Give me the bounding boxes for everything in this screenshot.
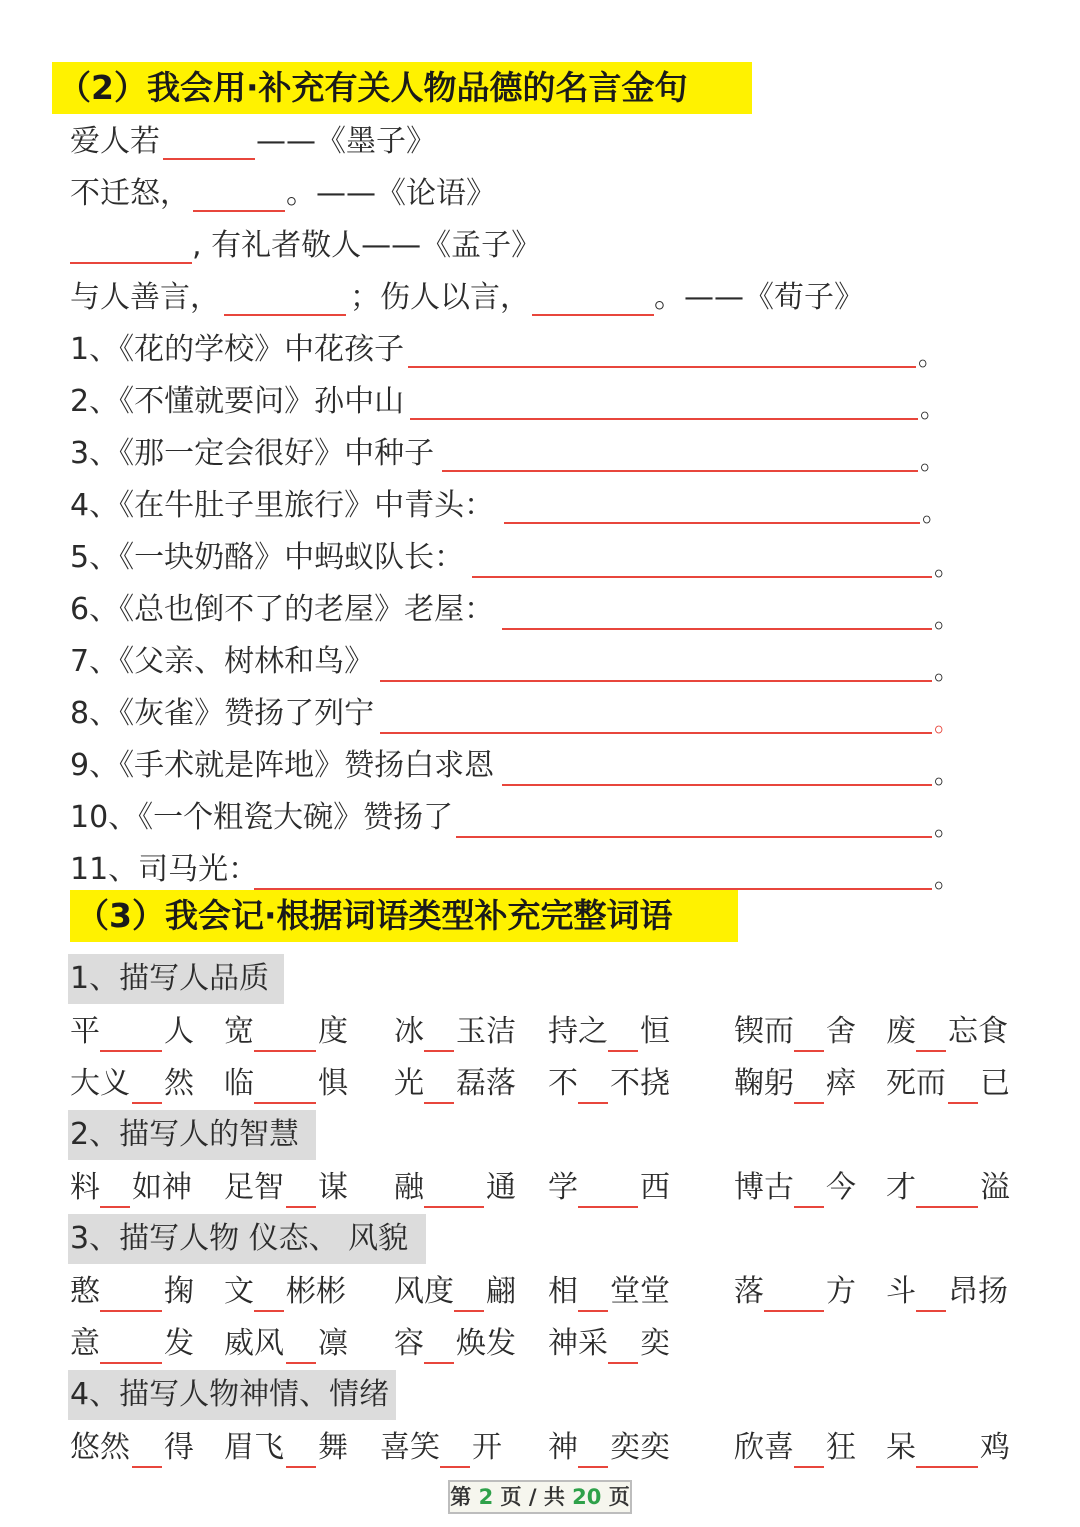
answer-blank[interactable] [70, 262, 192, 264]
idiom-part: 意 [70, 1326, 100, 1361]
answer-line[interactable] [456, 836, 932, 838]
idiom-part: 冰 [394, 1014, 424, 1049]
answer-line[interactable] [504, 522, 920, 524]
period: 。 [922, 498, 949, 528]
idiom-part: 风度 [394, 1274, 454, 1309]
idiom-part: 博古 [734, 1170, 794, 1205]
answer-blank[interactable] [578, 1102, 608, 1104]
period: 。 [934, 656, 961, 686]
answer-blank[interactable] [424, 1050, 454, 1052]
answer-blank[interactable] [578, 1206, 638, 1208]
category-label: 2、描写人的智慧 [68, 1110, 316, 1160]
quote-line-4: 与人善言， [70, 280, 220, 315]
idiom-part: 惧 [318, 1066, 348, 1101]
quote-line-1 [70, 122, 160, 162]
quote-line-2: 不迁怒， [70, 176, 190, 211]
answer-blank[interactable] [224, 314, 346, 316]
item-3: 3、《那一定会很好》中种子 [70, 436, 435, 471]
answer-blank[interactable] [794, 1206, 824, 1208]
idiom-part: 神采 [548, 1326, 608, 1361]
idiom-part: 翩 [486, 1274, 516, 1309]
idiom-part: 融 [394, 1170, 424, 1205]
total-pages: 20 [572, 1485, 602, 1509]
section-3-heading: （3）我会记·根据词语类型补充完整词语 [70, 890, 738, 942]
idiom-part: 神 [548, 1430, 578, 1465]
period: 。 [934, 708, 961, 738]
period: 。 [934, 604, 961, 634]
answer-line[interactable] [472, 576, 932, 578]
answer-blank[interactable] [163, 158, 255, 160]
answer-blank[interactable] [193, 210, 285, 212]
item-9: 9、《手术就是阵地》赞扬白求恩 [70, 748, 495, 783]
idiom-part: 眉飞 [224, 1430, 284, 1465]
idiom-part: 开 [472, 1430, 502, 1465]
idiom-part: 玉洁 [456, 1014, 516, 1049]
idiom-part: 焕发 [456, 1326, 516, 1361]
idiom-part: 西 [640, 1170, 670, 1205]
answer-blank[interactable] [286, 1466, 316, 1468]
idiom-part: 威风 [224, 1326, 284, 1361]
answer-line[interactable] [408, 366, 916, 368]
answer-blank[interactable] [424, 1206, 484, 1208]
period: 。 [920, 394, 947, 424]
category-label: 4、描写人物神情、情绪 [68, 1370, 396, 1420]
idiom-part: 发 [164, 1326, 194, 1361]
idiom-part: 奕 [640, 1326, 670, 1361]
answer-line[interactable] [442, 470, 918, 472]
answer-blank[interactable] [578, 1466, 608, 1468]
answer-blank[interactable] [424, 1102, 454, 1104]
item-7: 7、《父亲、树林和鸟》 [70, 644, 375, 679]
idiom-part: 相 [548, 1274, 578, 1309]
idiom-part: 学 [548, 1170, 578, 1205]
idiom-part: 光 [394, 1066, 424, 1101]
answer-blank[interactable] [916, 1206, 978, 1208]
idiom-part: 昂扬 [948, 1274, 1008, 1309]
item-6: 6、《总也倒不了的老屋》老屋： [70, 592, 495, 627]
answer-line[interactable] [410, 418, 918, 420]
idiom-part: 斗 [886, 1274, 916, 1309]
quote-text: ；伤人以言， [350, 280, 530, 315]
idiom-part: 悠然 [70, 1430, 130, 1465]
answer-blank[interactable] [454, 1310, 484, 1312]
idiom-part: 奕奕 [610, 1430, 670, 1465]
idiom-part: 舞 [318, 1430, 348, 1465]
period: 。 [920, 446, 947, 476]
answer-blank[interactable] [794, 1466, 824, 1468]
item-10: 10、《一个粗瓷大碗》赞扬了 [70, 800, 454, 835]
idiom-part: 度 [318, 1014, 348, 1049]
answer-blank[interactable] [424, 1362, 454, 1364]
idiom-part: 彬彬 [286, 1274, 346, 1309]
idiom-part: 不挠 [610, 1066, 670, 1101]
item-8: 8、《灰雀》赞扬了列宁 [70, 696, 375, 731]
answer-blank[interactable] [794, 1050, 824, 1052]
idiom-part: 喜笑 [380, 1430, 440, 1465]
answer-blank[interactable] [916, 1050, 946, 1052]
answer-blank[interactable] [132, 1466, 162, 1468]
answer-blank[interactable] [286, 1362, 316, 1364]
idiom-part: 方 [826, 1274, 856, 1309]
answer-blank[interactable] [100, 1206, 130, 1208]
quote-source: ——《墨子》 [256, 124, 436, 159]
item-1: 1、《花的学校》中花孩子 [70, 332, 405, 367]
idiom-part: 通 [486, 1170, 516, 1205]
answer-blank[interactable] [100, 1050, 162, 1052]
page-middle: 页 / 共 [500, 1485, 565, 1509]
idiom-part: 忘食 [948, 1014, 1008, 1049]
idiom-part: 恒 [640, 1014, 670, 1049]
category-label: 3、描写人物 仪态、 风貌 [68, 1214, 426, 1264]
answer-blank[interactable] [916, 1310, 946, 1312]
idiom-part: 谋 [318, 1170, 348, 1205]
idiom-part: 然 [164, 1066, 194, 1101]
period: 。 [918, 342, 945, 372]
answer-blank[interactable] [578, 1310, 608, 1312]
item-5: 5、《一块奶酪》中蚂蚁队长： [70, 540, 465, 575]
answer-blank[interactable] [764, 1310, 824, 1312]
answer-line[interactable] [502, 784, 932, 786]
idiom-part: 凛 [318, 1326, 348, 1361]
idiom-part: 临 [224, 1066, 254, 1101]
answer-blank[interactable] [608, 1362, 638, 1364]
answer-blank[interactable] [100, 1310, 162, 1312]
quote-source: 。——《荀子》 [654, 280, 864, 315]
page-suffix: 页 [608, 1485, 630, 1509]
idiom-part: 今 [826, 1170, 856, 1205]
answer-blank[interactable] [254, 1310, 284, 1312]
idiom-part: 持之 [548, 1014, 608, 1049]
category-label: 1、描写人品质 [68, 954, 284, 1004]
idiom-part: 宽 [224, 1014, 254, 1049]
idiom-part: 磊落 [456, 1066, 516, 1101]
idiom-part: 舍 [826, 1014, 856, 1049]
quote-line-3: , 有礼者敬人——《孟子》 [192, 228, 542, 263]
item-4: 4、《在牛肚子里旅行》中青头： [70, 488, 495, 523]
period: 。 [934, 552, 961, 582]
idiom-part: 容 [394, 1326, 424, 1361]
answer-blank[interactable] [254, 1102, 316, 1104]
item-2: 2、《不懂就要问》孙中山 [70, 384, 405, 419]
idiom-part: 堂堂 [610, 1274, 670, 1309]
idiom-part: 鞠躬 [734, 1066, 794, 1101]
idiom-part: 才 [886, 1170, 916, 1205]
answer-blank[interactable] [794, 1102, 824, 1104]
answer-blank[interactable] [916, 1466, 978, 1468]
answer-blank[interactable] [286, 1206, 316, 1208]
answer-line[interactable] [502, 628, 932, 630]
idiom-part: 憨 [70, 1274, 100, 1309]
idiom-part: 锲而 [734, 1014, 794, 1049]
answer-line[interactable] [380, 732, 932, 734]
current-page: 2 [478, 1485, 494, 1509]
idiom-part: 大义 [70, 1066, 130, 1101]
item-11: 11、司马光： [70, 852, 259, 887]
page-prefix: 第 [450, 1485, 472, 1509]
quote-source: 。——《论语》 [286, 176, 496, 211]
answer-blank[interactable] [254, 1050, 316, 1052]
answer-line[interactable] [380, 680, 932, 682]
idiom-part: 落 [734, 1274, 764, 1309]
answer-blank[interactable] [132, 1102, 162, 1104]
idiom-part: 文 [224, 1274, 254, 1309]
period: 。 [934, 864, 961, 894]
answer-blank[interactable] [440, 1466, 470, 1468]
idiom-part: 狂 [826, 1430, 856, 1465]
idiom-part: 已 [980, 1066, 1010, 1101]
page-indicator [448, 1480, 632, 1514]
answer-blank[interactable] [100, 1362, 162, 1364]
answer-blank[interactable] [532, 314, 654, 316]
idiom-part: 死而 [886, 1066, 946, 1101]
idiom-part: 得 [164, 1430, 194, 1465]
answer-blank[interactable] [948, 1102, 978, 1104]
idiom-part: 呆 [886, 1430, 916, 1465]
idiom-part: 平 [70, 1014, 100, 1049]
idiom-part: 欣喜 [734, 1430, 794, 1465]
answer-blank[interactable] [608, 1050, 638, 1052]
idiom-part: 溢 [980, 1170, 1010, 1205]
quote-text: 爱人若 [70, 124, 160, 159]
idiom-part: 瘁 [826, 1066, 856, 1101]
idiom-part: 鸡 [980, 1430, 1010, 1465]
period: 。 [934, 760, 961, 790]
idiom-part: 料 [70, 1170, 100, 1205]
idiom-part: 如神 [132, 1170, 192, 1205]
section-2-heading: （2）我会用·补充有关人物品德的名言金句 [52, 62, 752, 114]
idiom-part: 人 [164, 1014, 194, 1049]
idiom-part: 废 [886, 1014, 916, 1049]
idiom-part: 掬 [164, 1274, 194, 1309]
idiom-part: 足智 [224, 1170, 284, 1205]
period: 。 [934, 812, 961, 842]
idiom-part: 不 [548, 1066, 578, 1101]
